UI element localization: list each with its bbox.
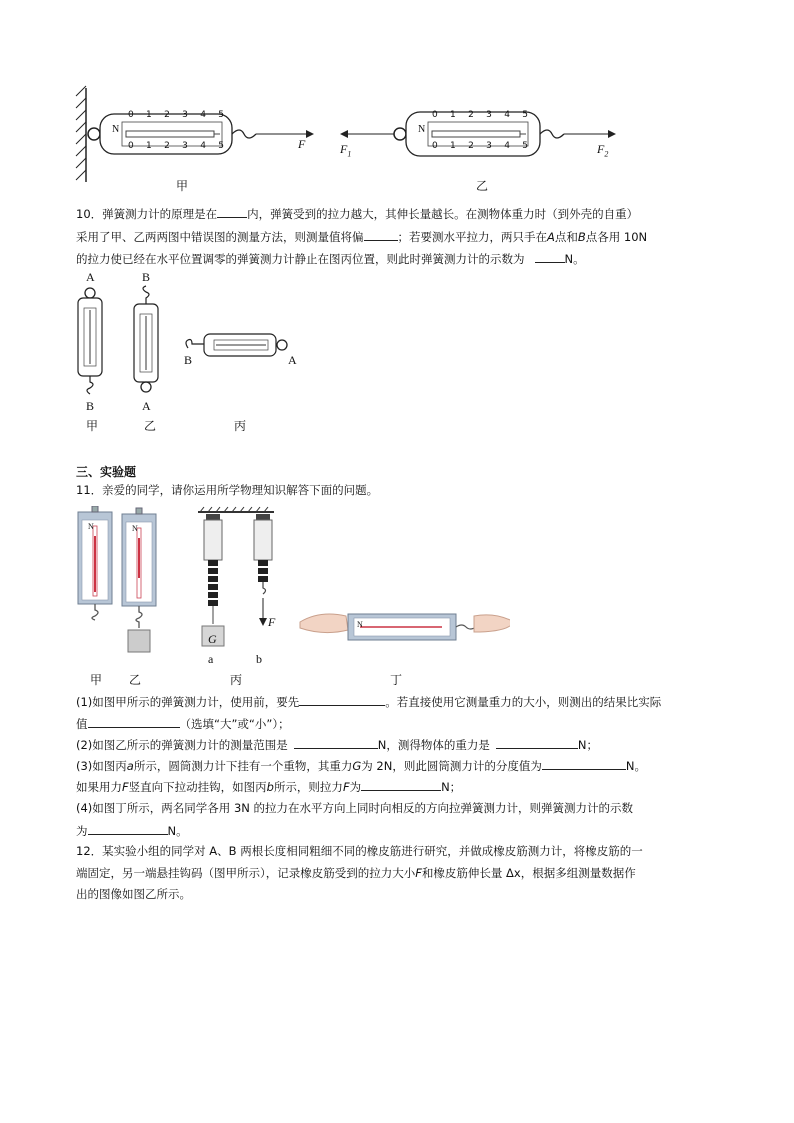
var-a: a (126, 759, 134, 773)
tick-label: 5 (522, 110, 528, 120)
fig11-label-a: a (208, 652, 214, 666)
q10-text: ；若要测水平拉力，两只手在 (397, 230, 547, 244)
q11-text: 为 2N，则此圆筒测力计的分度值为 (361, 759, 542, 773)
tick-label: 3 (486, 110, 492, 120)
yi-scale-ticks-bottom (432, 141, 528, 151)
answer-blank[interactable] (294, 737, 378, 749)
q10-text: 点和 (554, 230, 578, 244)
var-F: F (122, 780, 129, 794)
tick-label: 3 (182, 141, 188, 151)
q12-line3: 出的图像如图乙所示。 (76, 887, 191, 901)
tick-label: 5 (218, 110, 224, 120)
q11-text: N。 (625, 759, 646, 773)
vertical-scale-jia (78, 288, 102, 394)
q10-text: 内，弹簧受到的拉力越大，其伸长量越长。在测物体重力时（到外壳的自重） (247, 207, 639, 221)
yi-scale-ticks-top (432, 110, 528, 120)
fig11-unit-yi: N (132, 524, 138, 533)
q11-p1-line2 (76, 716, 290, 731)
q11-text: （选填“大”或“小”）； (179, 717, 290, 731)
tick-label: 1 (450, 110, 456, 120)
fig11-force-F-label: F (268, 615, 276, 629)
caption-fig11-bing: 丙 (230, 673, 243, 687)
wall-hatch (76, 86, 86, 182)
fig10-scales (70, 282, 310, 412)
hands-pulling-scale (300, 614, 510, 640)
q11-text: N。 (167, 824, 188, 838)
q11-text: N； (577, 738, 599, 752)
q11-text: 为 (76, 824, 88, 838)
tick-label: 0 (432, 110, 438, 120)
q10-text: 采用了甲、乙两两图中错误图的测量方法，则测量值将偏 (76, 230, 364, 244)
q10-text: 10．弹簧测力计的原理是在 (76, 207, 218, 221)
q10-text: 点各用 10N (585, 230, 648, 244)
q11-text: 如果用力 (76, 780, 122, 794)
answer-blank[interactable] (361, 779, 441, 791)
var-F: F (415, 866, 422, 880)
q11-text: N，测得物体的重力是 (377, 738, 490, 752)
force-F2-label (597, 142, 608, 158)
q11-text: 所示，则拉力 (273, 780, 343, 794)
tick-label: 4 (504, 141, 510, 151)
q11-text: 为 (349, 780, 362, 794)
yi-unit-label: N (418, 124, 426, 135)
tick-label: 3 (486, 141, 492, 151)
force-F1-letter: F (340, 142, 348, 156)
caption-yi-top: 乙 (476, 179, 489, 193)
scale-jia (78, 506, 112, 620)
fig10-bing-right-label: A (288, 353, 297, 367)
scale-yi (122, 508, 156, 652)
section-title: 三、实验题 (76, 465, 137, 479)
force-F1-label (340, 142, 351, 158)
q10-line2 (76, 229, 647, 244)
fig10-bing-left-label: B (184, 353, 193, 367)
force-F1-subscript: 1 (347, 149, 352, 159)
q11-p2 (76, 737, 598, 752)
force-F2-letter: F (597, 142, 605, 156)
fig11-unit-ding: N (357, 620, 363, 629)
fig11-label-b: b (256, 652, 262, 666)
caption-fig11-yi: 乙 (129, 673, 142, 687)
q11-text: 。若直接使用它测量重力的大小，则测出的结果比实际 (385, 695, 662, 709)
vertical-scale-yi (134, 286, 158, 392)
tick-label: 0 (128, 110, 134, 120)
q11-p3-line2 (76, 779, 461, 794)
tick-label: 1 (146, 110, 152, 120)
answer-blank[interactable] (88, 716, 180, 728)
fig11-unit-jia: N (88, 522, 94, 531)
q12-text: 和橡皮筋伸长量 Δx，根据多组测量数据作 (421, 866, 636, 880)
var-b: b (266, 780, 274, 794)
q10-line3 (76, 251, 585, 266)
var-G: G (352, 759, 362, 773)
point-A: A (547, 230, 555, 244)
tick-label: 1 (146, 141, 152, 151)
fig10-jia-top-label: A (86, 270, 95, 284)
tick-label: 5 (218, 141, 224, 151)
caption-jia-top: 甲 (176, 179, 189, 193)
tick-label: 4 (200, 141, 206, 151)
answer-blank[interactable] (88, 823, 168, 835)
answer-blank[interactable] (535, 251, 565, 263)
q11-intro: 11．亲爱的同学，请你运用所学物理知识解答下面的问题。 (76, 483, 379, 497)
q11-text: N； (441, 780, 462, 794)
tick-label: 4 (504, 110, 510, 120)
caption-fig10-yi: 乙 (144, 419, 157, 433)
fig10-yi-bottom-label: A (142, 399, 151, 413)
var-F: F (342, 780, 350, 794)
q11-text: 所示，圆筒测力计下挂有一个重物，其重力 (133, 759, 353, 773)
q11-p4-line1: (4)如图丁所示，两名同学各用 3N 的拉力在水平方向上同时向相反的方向拉弹簧测力计，则弹簧测力计的示数 (76, 801, 634, 815)
q11-text: 值 (76, 717, 88, 731)
q11-p4-line2 (76, 823, 188, 838)
q10-text: N。 (564, 252, 585, 266)
answer-blank[interactable] (542, 758, 626, 770)
top-figure (60, 80, 740, 200)
fig11-weight-G-label: G (208, 632, 217, 646)
q11-text: (1)如图甲所示的弹簧测力计，使用前，要先 (76, 695, 300, 709)
q11-text: (3)如图丙 (76, 759, 127, 773)
q12-line2 (76, 866, 636, 880)
answer-blank[interactable] (496, 737, 578, 749)
jia-unit-label: N (112, 124, 120, 135)
tube-scale-b (254, 514, 272, 626)
tick-label: 2 (164, 110, 170, 120)
caption-fig11-ding: 丁 (390, 673, 403, 687)
horizontal-scale-bing (186, 334, 287, 356)
fig10-yi-top-label: B (142, 270, 151, 284)
point-B: B (577, 230, 586, 244)
fig10-jia-bottom-label: B (86, 399, 95, 413)
tick-label: 1 (450, 141, 456, 151)
tick-label: 0 (432, 141, 438, 151)
caption-fig11-jia: 甲 (90, 673, 103, 687)
q11-text: (2)如图乙所示的弹簧测力计的测量范围是 (76, 738, 288, 752)
q12-text: 端固定，另一端悬挂钩码（图甲所示），记录橡皮筋受到的拉力大小 (76, 866, 416, 880)
q12-line1: 12．某实验小组的同学对 A、B 两根长度相同粗细不同的橡皮筋进行研究，并做成橡皮筋测力计，将橡皮筋的一 (76, 844, 643, 858)
tick-label: 5 (522, 141, 528, 151)
force-F-label: F (298, 137, 306, 151)
ceiling (198, 507, 274, 512)
tube-scale-a (202, 514, 224, 646)
force-F2-subscript: 2 (604, 149, 609, 159)
tick-label: 0 (128, 141, 134, 151)
q11-p3-line1 (76, 758, 646, 773)
answer-blank[interactable] (217, 206, 247, 218)
q10-line1 (76, 206, 638, 221)
q10-text: 的拉力使已经在水平位置调零的弹簧测力计静止在图丙位置，则此时弹簧测力计的示数为 (76, 252, 525, 266)
q11-p1-line1 (76, 694, 661, 709)
caption-fig10-bing: 丙 (234, 419, 247, 433)
caption-fig10-jia: 甲 (86, 419, 99, 433)
answer-blank[interactable] (364, 229, 398, 241)
tick-label: 2 (164, 141, 170, 151)
answer-blank[interactable] (299, 694, 385, 706)
jia-scale-ticks-bottom (128, 141, 224, 151)
tick-label: 4 (200, 110, 206, 120)
jia-scale-ticks-top (128, 110, 224, 120)
tick-label: 2 (468, 110, 474, 120)
tick-label: 2 (468, 141, 474, 151)
tick-label: 3 (182, 110, 188, 120)
q11-text: 竖直向下拉动挂钩，如图丙 (128, 780, 267, 794)
